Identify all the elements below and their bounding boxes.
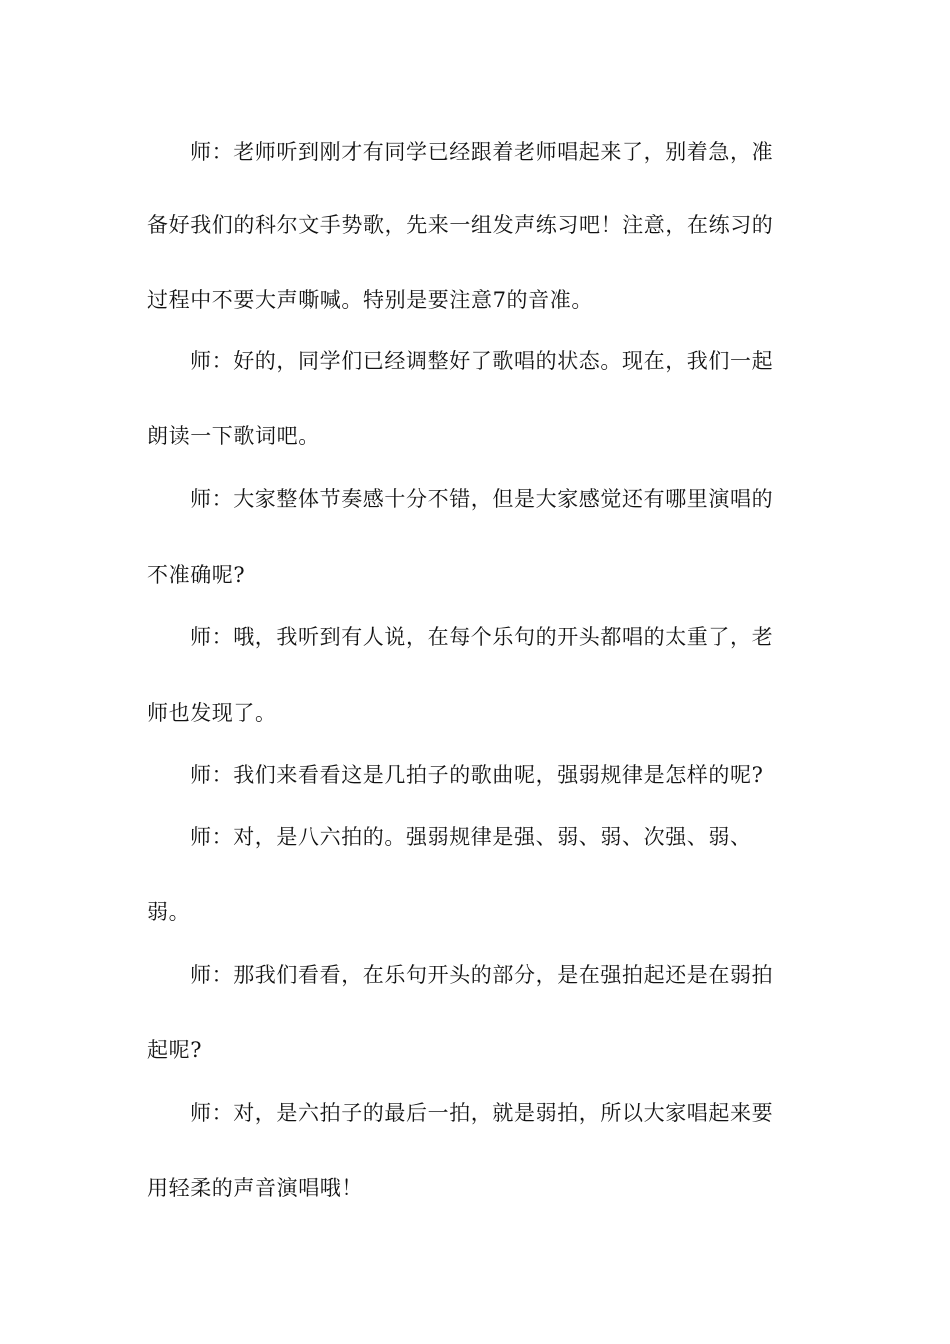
paragraph-6-line-1: 师：对，是八六拍的。强弱规律是强、弱、弱、次强、弱、: [190, 825, 752, 849]
paragraph-2-line-1: 师：好的，同学们已经调整好了歌唱的状态。现在，我们一起: [190, 349, 774, 373]
paragraph-2-line-2: 朗读一下歌词吧。: [147, 424, 320, 448]
paragraph-1-line-3: 过程中不要大声嘶喊。特别是要注意7的音准。: [147, 288, 593, 312]
paragraph-1-line-2: 备好我们的科尔文手势歌，先来一组发声练习吧！注意，在练习的: [147, 213, 774, 237]
paragraph-5-line-1: 师：我们来看看这是几拍子的歌曲呢，强弱规律是怎样的呢?: [190, 763, 764, 787]
paragraph-7-line-2: 起呢?: [147, 1038, 203, 1062]
paragraph-7-line-1: 师：那我们看看，在乐句开头的部分，是在强拍起还是在弱拍: [190, 963, 774, 987]
paragraph-6-line-2: 弱。: [147, 900, 191, 924]
paragraph-3-line-2: 不准确呢?: [147, 563, 246, 587]
paragraph-8-line-2: 用轻柔的声音演唱哦！: [147, 1176, 363, 1200]
paragraph-1-line-1: 师：老师听到刚才有同学已经跟着老师唱起来了，别着急，准: [190, 140, 774, 164]
paragraph-3-line-1: 师：大家整体节奏感十分不错，但是大家感觉还有哪里演唱的: [190, 487, 774, 511]
paragraph-8-line-1: 师：对，是六拍子的最后一拍，就是弱拍，所以大家唱起来要: [190, 1101, 774, 1125]
paragraph-4-line-2: 师也发现了。: [147, 701, 277, 725]
paragraph-4-line-1: 师：哦，我听到有人说，在每个乐句的开头都唱的太重了，老: [190, 625, 774, 649]
